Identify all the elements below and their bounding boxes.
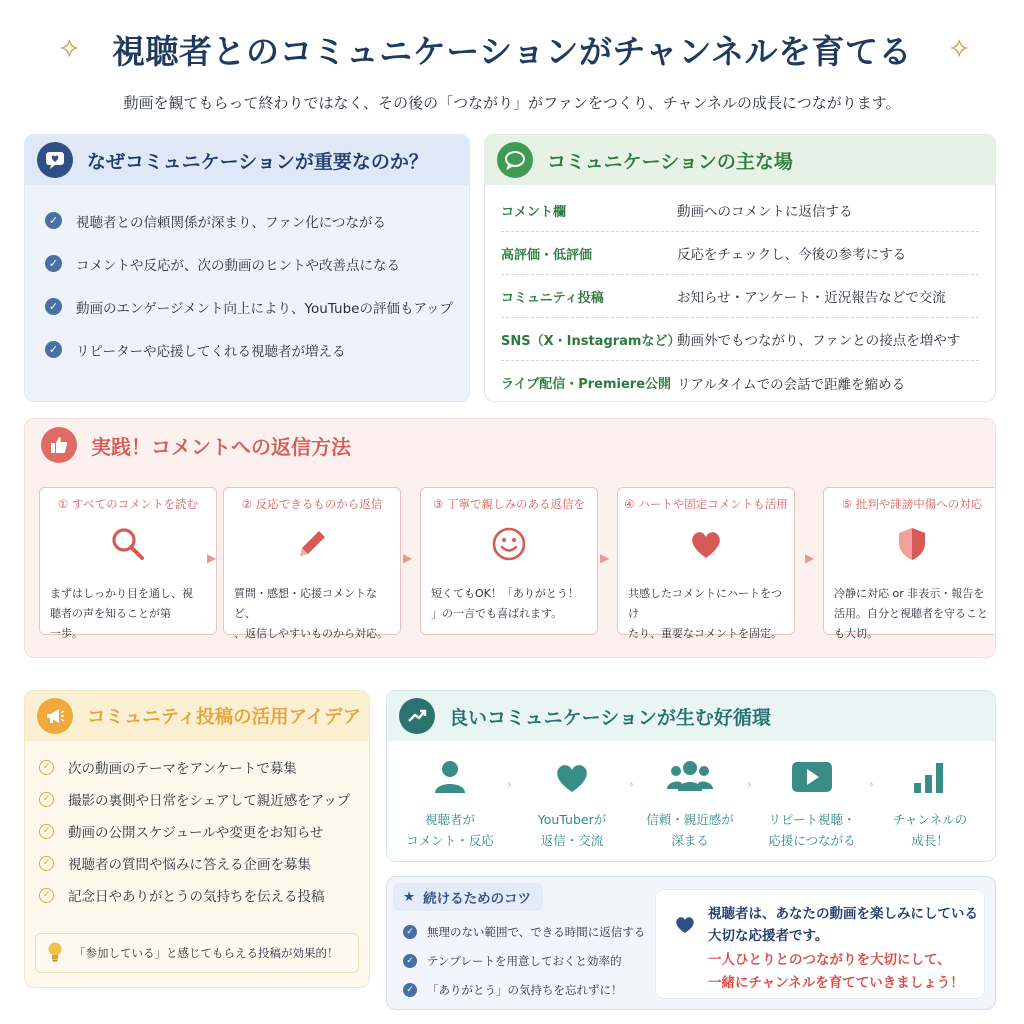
arrow-right-icon: ▶ bbox=[805, 551, 815, 565]
tip-text: 「参加している」と感じてもらえる投稿が効果的！ bbox=[74, 946, 339, 960]
step-text: 冷静に対応 or 非表示・報告を 活用。自分と視聴者を守ること も大切。 bbox=[834, 587, 988, 640]
tips-title: 続けるためのコツ bbox=[423, 891, 532, 907]
check-icon: ✓ bbox=[39, 856, 54, 871]
check-icon: ✓ bbox=[45, 212, 62, 229]
list-item bbox=[45, 328, 453, 371]
step-text: 短くてもOK！「ありがとう！ 」の一言でも喜ばれます。 bbox=[431, 587, 579, 620]
reply-step-card bbox=[223, 487, 401, 640]
list-item-text: 「ありがとう」の気持ちを忘れずに！ bbox=[427, 982, 623, 997]
list-item-text: 記念日やありがとうの気持ちを伝える投稿 bbox=[68, 889, 325, 905]
step-title: ① すべてのコメントを読む bbox=[57, 497, 199, 511]
reply-panel bbox=[24, 418, 996, 658]
smile-icon bbox=[421, 524, 597, 564]
place-desc: 動画へのコメントに返信する bbox=[677, 204, 853, 220]
step-title: ② 反応できるものから返信 bbox=[241, 497, 383, 511]
arrow-right-icon: ▶ bbox=[600, 551, 610, 565]
cycle-header bbox=[387, 691, 995, 741]
group-icon bbox=[635, 757, 745, 797]
list-item-text: 動画のエンゲージメント向上により、YouTubeの評価もアップ bbox=[76, 300, 454, 317]
step-text: まずはしっかり目を通し、視 聴者の声を知ることが第 一歩。 bbox=[50, 587, 193, 640]
arrow-right-icon: › bbox=[629, 777, 634, 791]
list-item bbox=[403, 975, 645, 1004]
table-row bbox=[501, 232, 979, 275]
list-item-text: 無理のない範囲で、できる時間に返信する bbox=[427, 924, 646, 939]
place-label: コミュニティ投稿 bbox=[501, 290, 604, 306]
why-panel bbox=[24, 134, 470, 402]
shield-icon bbox=[824, 524, 996, 564]
places-header bbox=[485, 135, 995, 185]
page-title: 視聴者とのコミュニケーションがチャンネルを育てる bbox=[111, 32, 913, 71]
heart-icon bbox=[517, 757, 627, 797]
cycle-step bbox=[517, 757, 627, 851]
check-icon: ✓ bbox=[403, 925, 417, 939]
cycle-panel bbox=[386, 690, 996, 862]
list-item bbox=[45, 199, 453, 242]
page-subtitle: 動画を観てもらって終わりではなく、その後の「つながり」がファンをつくり、チャンネルの成長につながります。 bbox=[123, 94, 901, 112]
chat-bubble-icon bbox=[497, 142, 533, 178]
step-title: ④ ハートや固定コメントも活用 bbox=[624, 497, 788, 511]
cycle-label: 視聴者が コメント・反応 bbox=[406, 812, 494, 848]
message-line: 視聴者は、あなたの動画を楽しみにしている bbox=[708, 906, 978, 922]
sparkle-left-icon: ⟡ bbox=[60, 30, 79, 63]
table-row bbox=[501, 361, 979, 402]
cycle-label: 信頼・親近感が 深まる bbox=[646, 812, 734, 848]
list-item bbox=[39, 847, 369, 879]
tips-header bbox=[393, 883, 543, 911]
reply-step-card bbox=[420, 487, 598, 635]
list-item bbox=[403, 946, 645, 975]
place-desc: 動画外でもつながり、ファンとの接点を増やす bbox=[677, 333, 961, 349]
reply-step-card bbox=[39, 487, 217, 640]
place-desc: リアルタイムでの会話で距離を縮める bbox=[677, 376, 906, 393]
places-table bbox=[485, 185, 995, 402]
cycle-step bbox=[757, 757, 867, 851]
cycle-title: 良いコミュニケーションが生む好循環 bbox=[449, 706, 771, 729]
person-icon bbox=[395, 757, 505, 797]
arrow-right-icon: ▶ bbox=[207, 551, 217, 565]
cycle-step bbox=[875, 757, 985, 851]
reply-title: 実践！コメントへの返信方法 bbox=[91, 434, 351, 459]
pencil-icon bbox=[224, 524, 400, 564]
step-text: 共感したコメントにハートをつけ たり、重要なコメントを固定。 bbox=[628, 587, 782, 640]
check-icon: ✓ bbox=[45, 255, 62, 272]
check-icon: ✓ bbox=[403, 983, 417, 997]
heart-icon bbox=[618, 524, 794, 564]
list-item bbox=[39, 751, 369, 783]
step-title: ③ 丁寧で親しみのある返信を bbox=[433, 497, 585, 511]
reply-step-card bbox=[617, 487, 795, 640]
list-item bbox=[39, 879, 369, 911]
arrow-right-icon: › bbox=[747, 777, 752, 791]
place-label: SNS（X・Instagramなど） bbox=[501, 333, 681, 349]
list-item-text: テンプレートを用意しておくと効率的 bbox=[427, 953, 622, 968]
list-item-text: 次の動画のテーマをアンケートで募集 bbox=[68, 761, 297, 777]
check-icon: ✓ bbox=[39, 760, 54, 775]
lightbulb-icon bbox=[46, 941, 64, 966]
sparkle-right-icon: ⟡ bbox=[950, 30, 969, 63]
cycle-label: リピート視聴・ 応援につながる bbox=[768, 812, 856, 848]
posts-tip bbox=[35, 933, 359, 973]
reply-step-card bbox=[823, 487, 996, 640]
list-item bbox=[45, 242, 453, 285]
play-icon bbox=[757, 757, 867, 797]
places-title: コミュニケーションの主な場 bbox=[547, 150, 793, 173]
posts-title: コミュニティ投稿の活用アイデア bbox=[87, 707, 361, 728]
reply-header bbox=[25, 419, 995, 471]
search-icon bbox=[40, 524, 216, 564]
why-header bbox=[25, 135, 469, 185]
check-icon: ✓ bbox=[45, 341, 62, 358]
place-label: コメント欄 bbox=[501, 204, 567, 220]
posts-panel bbox=[24, 690, 370, 988]
posts-header bbox=[25, 691, 369, 741]
cycle-label: YouTuberが 返信・交流 bbox=[537, 812, 607, 848]
check-icon: ✓ bbox=[403, 954, 417, 968]
bar-chart-icon bbox=[875, 757, 985, 797]
list-item-text: 視聴者の質問や悩みに答える企画を募集 bbox=[68, 857, 311, 873]
thumbs-up-icon bbox=[41, 427, 77, 463]
cycle-label: チャンネルの 成長！ bbox=[892, 812, 968, 848]
list-item bbox=[403, 917, 645, 946]
message-box bbox=[655, 889, 985, 999]
list-item bbox=[39, 783, 369, 815]
message-line: 大切な応援者です。 bbox=[708, 928, 829, 944]
check-icon: ✓ bbox=[39, 824, 54, 839]
step-text: 質問・感想・応援コメントなど、 、返信しやすいものから対応。 bbox=[234, 587, 388, 640]
message-line: 一人ひとりとのつながりを大切にして、 bbox=[708, 952, 951, 968]
heart-icon bbox=[674, 914, 696, 938]
why-title: なぜコミュニケーションが重要なのか？ bbox=[87, 150, 428, 173]
tips-panel bbox=[386, 876, 996, 1010]
list-item-text: リピーターや応援してくれる視聴者が増える bbox=[76, 343, 346, 360]
star-icon: ★ bbox=[403, 889, 416, 905]
list-item bbox=[45, 285, 453, 328]
table-row bbox=[501, 275, 979, 318]
list-item bbox=[39, 815, 369, 847]
arrow-right-icon: › bbox=[869, 777, 874, 791]
step-title: ⑤ 批判や誹謗中傷への対応 bbox=[841, 497, 983, 511]
message-line: 一緒にチャンネルを育てていきましょう！ bbox=[708, 975, 964, 991]
places-panel bbox=[484, 134, 996, 402]
cycle-step bbox=[635, 757, 745, 851]
place-desc: お知らせ・アンケート・近況報告などで交流 bbox=[677, 290, 946, 306]
arrow-right-icon: › bbox=[507, 777, 512, 791]
check-icon: ✓ bbox=[39, 888, 54, 903]
list-item-text: 動画の公開スケジュールや変更をお知らせ bbox=[68, 825, 324, 841]
place-label: ライブ配信・Premiere公開 bbox=[501, 377, 672, 392]
place-label: 高評価・低評価 bbox=[501, 247, 593, 263]
trend-up-icon bbox=[399, 698, 435, 734]
table-row bbox=[501, 318, 979, 361]
check-icon: ✓ bbox=[45, 298, 62, 315]
table-row bbox=[501, 189, 979, 232]
check-icon: ✓ bbox=[39, 792, 54, 807]
arrow-right-icon: ▶ bbox=[403, 551, 413, 565]
list-item-text: 撮影の裏側や日常をシェアして親近感をアップ bbox=[68, 793, 351, 809]
cycle-step bbox=[395, 757, 505, 851]
list-item-text: コメントや反応が、次の動画のヒントや改善点になる bbox=[76, 257, 400, 274]
list-item-text: 視聴者との信頼関係が深まり、ファン化につながる bbox=[76, 214, 386, 231]
megaphone-icon bbox=[37, 698, 73, 734]
heart-chat-icon bbox=[37, 142, 73, 178]
place-desc: 反応をチェックし、今後の参考にする bbox=[677, 247, 907, 263]
